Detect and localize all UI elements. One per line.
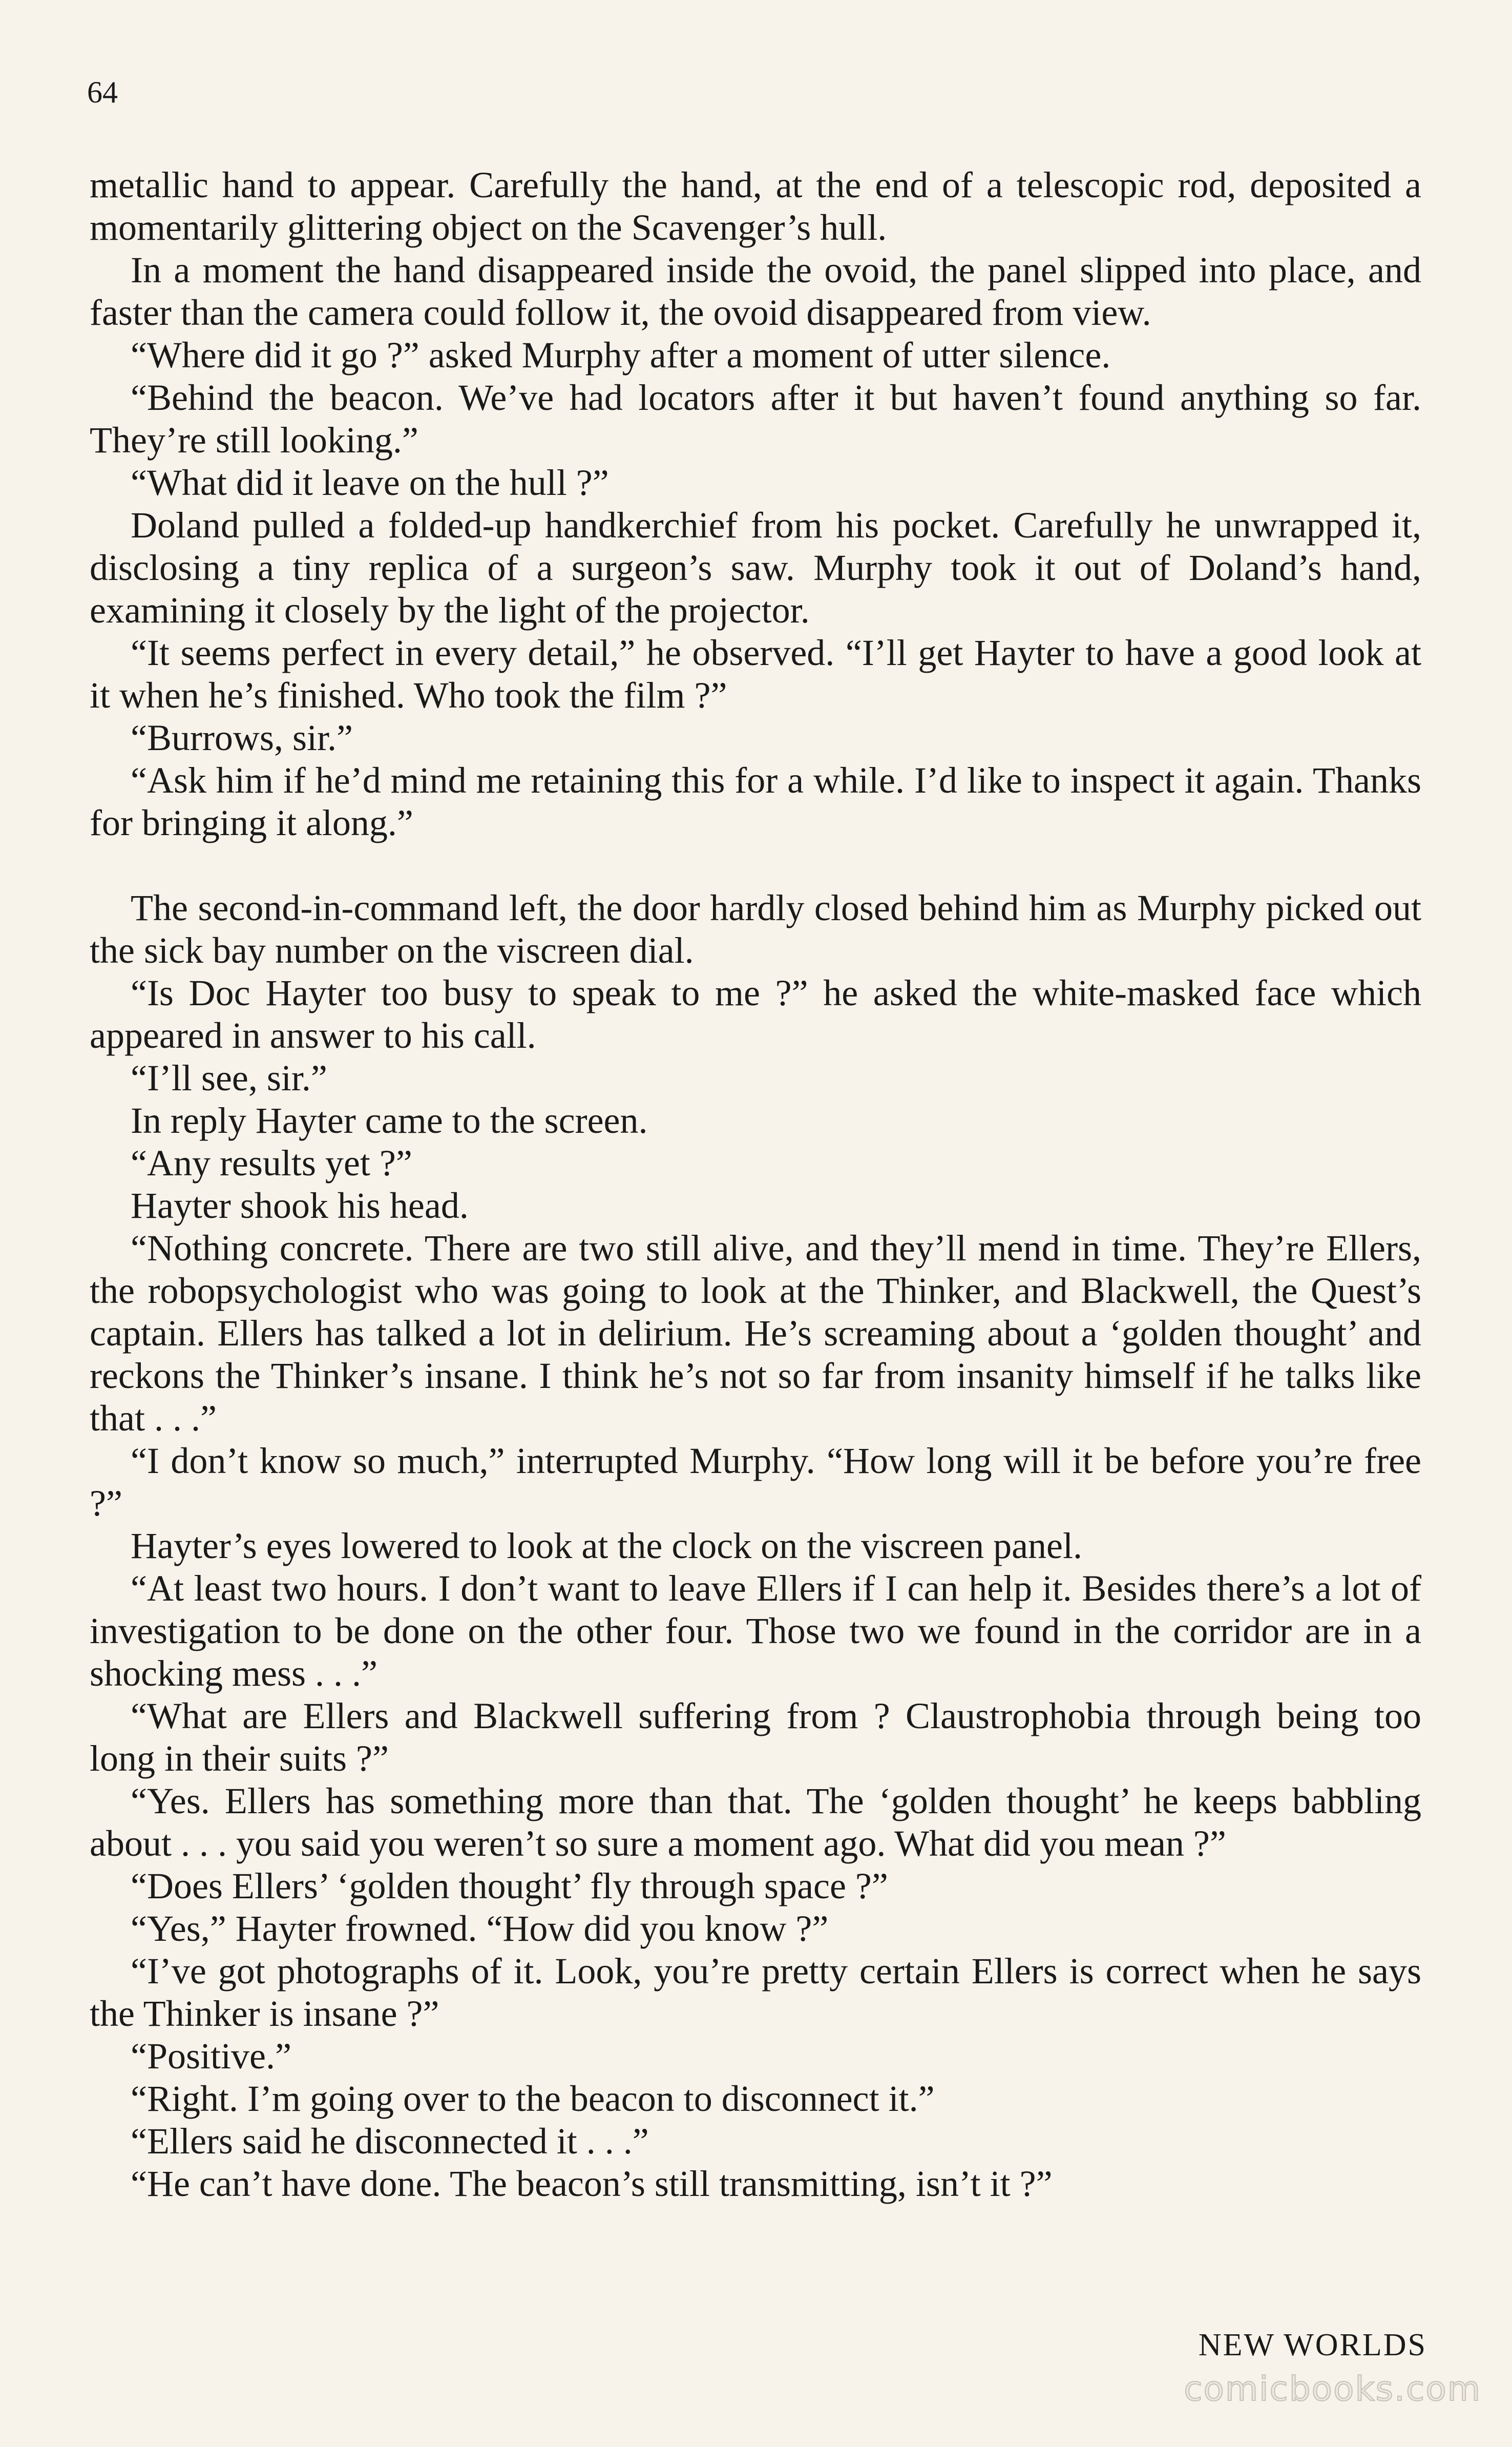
- paragraph: “Behind the beacon. We’ve had locators after it but haven’t found anything so far. They’re still looking.”: [90, 377, 1421, 461]
- paragraph: “Where did it go ?” asked Murphy after a moment of utter silence.: [131, 335, 1111, 376]
- page-number: 64: [87, 75, 118, 109]
- paragraph: “What did it leave on the hull ?”: [131, 462, 609, 503]
- paragraph: “I’ve got photographs of it. Look, you’re pretty certain Ellers is correct when he says the Thinker is insane ?”: [90, 1951, 1421, 2034]
- paragraph: Hayter’s eyes lowered to look at the clock on the viscreen panel.: [131, 1525, 1083, 1566]
- paragraph: The second-in-command left, the door hardly closed behind him as Murphy picked out the sick bay number on the viscreen dial.: [90, 887, 1421, 971]
- paragraph: “Right. I’m going over to the beacon to disconnect it.”: [131, 2078, 935, 2119]
- paragraph: “Burrows, sir.”: [131, 717, 353, 758]
- paragraph: “Yes. Ellers has something more than that. The ‘golden thought’ he keeps babbling about . . . you said you weren’t so sure a moment ago. What did you mean ?”: [90, 1780, 1421, 1864]
- paragraph: “At least two hours. I don’t want to leave Ellers if I can help it. Besides there’s a lot of investigation to be done on the other four. Those two we found in the corridor are in a shocking mess . . .”: [90, 1568, 1421, 1694]
- magazine-title-footer: NEW WORLDS: [1198, 2328, 1427, 2362]
- paragraph: “Yes,” Hayter frowned. “How did you know ?”: [131, 1908, 829, 1949]
- paragraph: “What are Ellers and Blackwell suffering from ? Claustrophobia through being too long in their suits ?”: [90, 1695, 1421, 1779]
- paragraph: Doland pulled a folded-up handkerchief from his pocket. Carefully he unwrapped it, disclosing a tiny replica of a surgeon’s saw. Murphy took it out of Doland’s hand, examining it closely by the light of the projector.: [90, 505, 1421, 631]
- paragraph: “I don’t know so much,” interrupted Murphy. “How long will it be before you’re free ?”: [90, 1440, 1421, 1524]
- paragraph: “He can’t have done. The beacon’s still transmitting, isn’t it ?”: [131, 2163, 1053, 2204]
- watermark: comicbooks.com: [1184, 2369, 1481, 2409]
- paragraph: “Does Ellers’ ‘golden thought’ fly through space ?”: [131, 1865, 888, 1906]
- paragraph: Hayter shook his head.: [131, 1185, 469, 1226]
- paragraph: In reply Hayter came to the screen.: [131, 1100, 648, 1141]
- paragraph: “Any results yet ?”: [131, 1143, 412, 1184]
- paragraph: In a moment the hand disappeared inside the ovoid, the panel slipped into place, and faster than the camera could follow it, the ovoid disappeared from view.: [90, 250, 1421, 333]
- paragraph: “Ellers said he disconnected it . . .”: [131, 2121, 649, 2162]
- paragraph: “Ask him if he’d mind me retaining this for a while. I’d like to inspect it again. Thanks for bringing it along.”: [90, 760, 1421, 843]
- paragraph: “Is Doc Hayter too busy to speak to me ?” he asked the white-masked face which appeared in answer to his call.: [90, 972, 1421, 1056]
- paragraph: “It seems perfect in every detail,” he observed. “I’ll get Hayter to have a good look at it when he’s finished. Who took the film ?”: [90, 632, 1421, 716]
- paragraph: metallic hand to appear. Carefully the hand, at the end of a telescopic rod, deposited a momentarily glittering object on the Scavenger’s hull.: [90, 164, 1421, 248]
- paragraph: “I’ll see, sir.”: [131, 1057, 327, 1098]
- paragraph: “Nothing concrete. There are two still alive, and they’ll mend in time. They’re Ellers, the robopsychologist who was going to look at the Thinker, and Blackwell, the Quest’s captain. Ellers has talked a lot in delirium. He’s screaming about a ‘golden thought’ and reckons the Thinker’s insane. I think he’s not so far from insanity himself if he talks like that . . .”: [90, 1228, 1421, 1439]
- story-text: [90, 164, 1421, 2205]
- paragraph: “Positive.”: [131, 2036, 291, 2077]
